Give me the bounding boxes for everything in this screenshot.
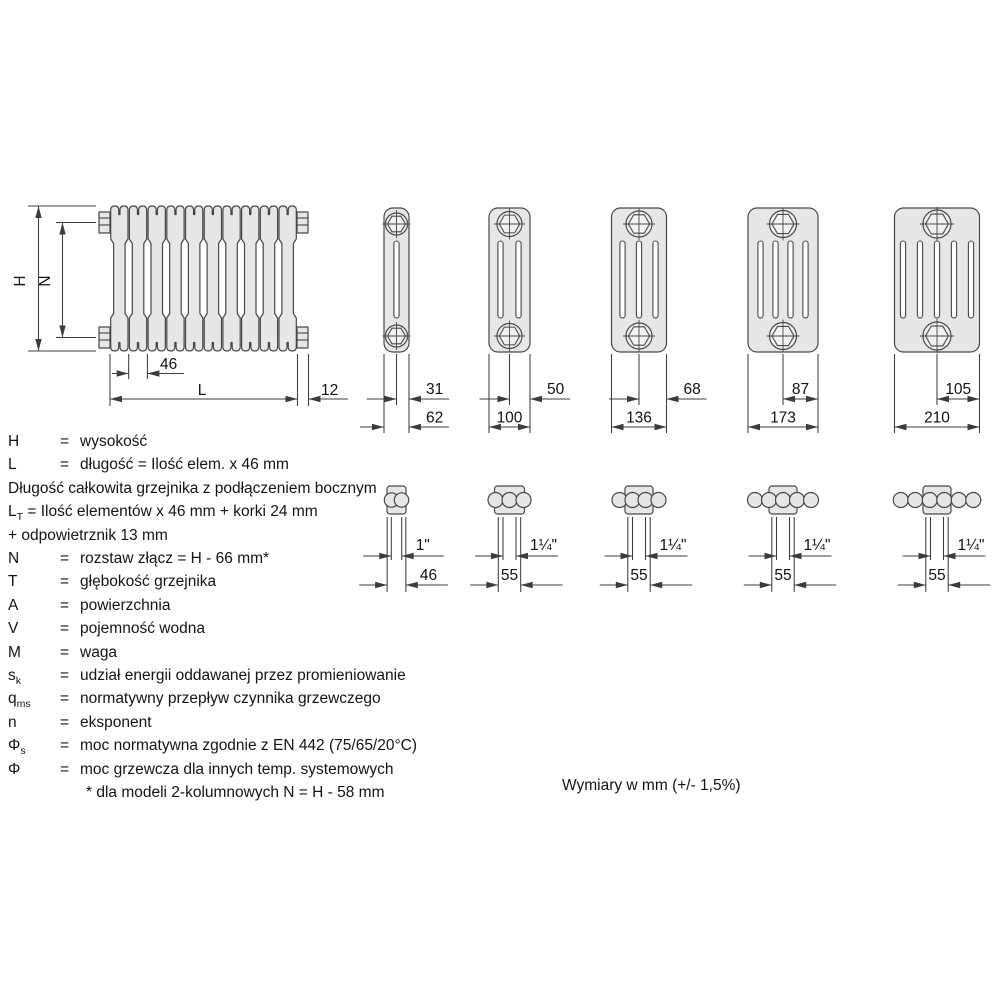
legend-text: rozstaw złącz = H - 66 mm* [80, 550, 270, 568]
cross-section-column [516, 493, 531, 508]
side-view-slot [516, 241, 521, 318]
end-plug-dim-label: 12 [321, 382, 339, 399]
cross-section-column [908, 493, 923, 508]
legend-row [8, 711, 488, 734]
legend-symbol: H [8, 433, 20, 450]
legend-text: eksponent [80, 713, 152, 731]
cross-section-column [748, 493, 763, 508]
dim-label: 55 [500, 567, 519, 584]
dimension-arrow [895, 424, 907, 430]
dimensions-note: Wymiary w mm (+/- 1,5%) [562, 777, 741, 794]
side-view-slot [653, 241, 658, 318]
legend-row [8, 430, 488, 453]
dimension-arrow [794, 582, 806, 588]
dimension-arrow [646, 553, 658, 559]
side-view-slot [498, 241, 503, 318]
dimension-arrow [59, 223, 65, 235]
legend-equals: = [60, 667, 70, 685]
dimension-arrow [286, 396, 298, 402]
legend-symbol: A [8, 596, 19, 614]
cross-section-column [893, 493, 908, 508]
cross-section-column [966, 493, 981, 508]
legend-equals: = [60, 596, 70, 614]
dimension-arrow [409, 396, 421, 402]
dim-label: 173 [770, 409, 796, 427]
radiator-element [129, 206, 146, 351]
legend-equals: = [60, 690, 70, 708]
legend [8, 430, 488, 805]
dimension-arrow [521, 582, 533, 588]
legend-symbol: $L_T$ [8, 503, 24, 524]
dimension-arrow [948, 582, 960, 588]
legend-text: moc grzewcza dla innych temp. systemowych [80, 760, 394, 778]
legend-symbol: $s_k$ [8, 667, 21, 688]
dim-label: 1¼" [659, 537, 687, 554]
legend-equals: = [60, 433, 70, 450]
side-view-slot [968, 241, 973, 318]
side-view-slot [773, 241, 778, 318]
dimension-arrow [650, 582, 662, 588]
legend-row [8, 570, 488, 593]
legend-row [8, 594, 488, 617]
legend-equals: = [60, 737, 70, 755]
legend-text: długość = Ilość elem. x 46 mm [80, 456, 289, 474]
legend-equals: = [60, 573, 70, 591]
dimension-arrow [491, 553, 503, 559]
radiator-element [204, 206, 221, 351]
dimension-arrow [35, 339, 41, 351]
dimension-arrow [530, 396, 542, 402]
dim-label: 1¼" [957, 537, 985, 554]
dimension-arrow [486, 582, 498, 588]
dimension-arrow [59, 326, 65, 338]
end-plug [99, 212, 110, 233]
dimension-arrow [110, 396, 122, 402]
cross-section-column [651, 493, 666, 508]
dimension-arrow [765, 553, 777, 559]
legend-text: głębokość grzejnika [80, 573, 217, 591]
cross-section-column [502, 493, 517, 508]
dimension-arrow [968, 424, 980, 430]
dim-label: 68 [683, 381, 701, 398]
legend-text: normatywny przepływ czynnika grzewczego [80, 690, 381, 708]
side-view-slot [900, 241, 905, 318]
legend-row [8, 734, 488, 757]
side-view-slot [951, 241, 956, 318]
cross-section-column [922, 493, 937, 508]
legend-row [8, 617, 488, 640]
side-view-radiators [360, 207, 980, 433]
legend-text: moc normatywna zgodnie z EN 442 (75/65/20°C) [80, 737, 418, 755]
legend-equals: = [60, 456, 70, 474]
element-width-dim-label: 46 [160, 356, 178, 373]
dimension-arrow [498, 396, 510, 402]
dim-label: 100 [496, 409, 523, 427]
radiator-element [148, 206, 165, 351]
radiator-element [279, 206, 296, 351]
cross-section-column [790, 493, 805, 508]
dimension-arrow [919, 553, 931, 559]
dimension-arrow [309, 396, 321, 402]
dimension-arrow [655, 424, 667, 430]
dim-label: 31 [426, 381, 444, 398]
legend-symbol: Φ [8, 760, 21, 778]
legend-equals: = [60, 620, 70, 638]
radiator-element [242, 206, 259, 351]
dim-label: 1¼" [530, 537, 558, 554]
legend-row: * dla modeli 2-kolumnowych N = H - 58 mm [86, 784, 385, 802]
dim-label: 210 [924, 409, 950, 427]
dimension-arrow [748, 424, 760, 430]
dim-label: 46 [419, 567, 438, 584]
dim-label: 136 [626, 409, 652, 427]
radiator-element [167, 206, 184, 351]
dimension-arrow [385, 396, 397, 402]
front-view-radiator [99, 206, 308, 351]
dim-label: 55 [630, 567, 648, 584]
side-view-slot [758, 241, 763, 318]
dim-label: 62 [426, 409, 444, 427]
joint-spacing-dim-label: N [37, 275, 54, 287]
cross-section-column [804, 493, 819, 508]
legend-symbol: $q_{ms}$ [8, 690, 31, 711]
legend-row [8, 664, 488, 687]
length-dim-label: L [197, 382, 207, 399]
dimension-arrow [621, 553, 633, 559]
legend-row [8, 547, 488, 570]
dimension-arrow [806, 424, 818, 430]
cross-section-column [762, 493, 777, 508]
legend-symbol: V [8, 620, 19, 638]
height-dim-label: H [12, 275, 29, 287]
dimension-arrow [516, 553, 528, 559]
end-plug [297, 212, 308, 233]
legend-row: + odpowietrznik 13 mm [8, 526, 168, 544]
dim-label: 1¼" [803, 537, 831, 554]
dim-label: 55 [774, 567, 792, 584]
dim-label: 1" [415, 537, 430, 554]
side-view-slot [620, 241, 625, 318]
legend-row: Długość całkowita grzejnika z podłączeniem bocznym [8, 479, 377, 497]
dimension-arrow [147, 370, 159, 376]
side-view-slot [917, 241, 922, 318]
legend-text: waga [80, 643, 118, 661]
legend-row [8, 453, 488, 476]
legend-row [8, 641, 488, 664]
legend-row [8, 758, 488, 781]
legend-symbol: N [8, 550, 20, 568]
dimension-arrow [914, 582, 926, 588]
legend-row [8, 687, 488, 710]
legend-equals: = [60, 713, 70, 731]
side-view-slot [636, 241, 641, 318]
side-view-slot [934, 241, 939, 318]
dimension-arrow [612, 424, 624, 430]
dimension-arrow [117, 370, 129, 376]
dim-label: 87 [791, 381, 810, 398]
radiator-element [223, 206, 240, 351]
dim-label: 55 [928, 567, 946, 584]
legend-symbol: $\Phi_s$ [8, 737, 26, 758]
legend-symbol: M [8, 643, 21, 661]
dimension-arrow [627, 396, 639, 402]
dim-label: 105 [945, 381, 972, 398]
dimension-arrow [35, 206, 41, 218]
legend-symbol: n [8, 713, 17, 731]
dimension-arrow [667, 396, 679, 402]
end-plug [297, 327, 308, 348]
cross-section-column [937, 493, 952, 508]
legend-row: $L_T$ = Ilość elementów x 46 mm + korki 24 mm [8, 503, 318, 524]
cross-section-column [776, 493, 791, 508]
legend-text: pojemność wodna [80, 620, 205, 638]
cross-section-column [488, 493, 503, 508]
legend-equals: = [60, 760, 70, 778]
end-plug [99, 327, 110, 348]
side-view-slot [394, 241, 399, 318]
legend-text: powierzchnia [80, 596, 171, 614]
dimension-arrow [944, 553, 956, 559]
dim-label: 50 [547, 381, 565, 398]
radiator-element [111, 206, 128, 351]
radiator-element [186, 206, 203, 351]
dimension-arrow [616, 582, 628, 588]
legend-symbol: T [8, 573, 18, 591]
legend-text: wysokość [80, 433, 148, 450]
legend-text: udział energii oddawanej przez promieniowanie [80, 667, 406, 685]
legend-symbol: L [8, 456, 17, 474]
dimension-arrow [760, 582, 772, 588]
legend-equals: = [60, 643, 70, 661]
dimension-arrow [790, 553, 802, 559]
radiator-element [260, 206, 277, 351]
legend-equals: = [60, 550, 70, 568]
side-view-slot [803, 241, 808, 318]
side-view-slot [788, 241, 793, 318]
cross-section-column [951, 493, 966, 508]
